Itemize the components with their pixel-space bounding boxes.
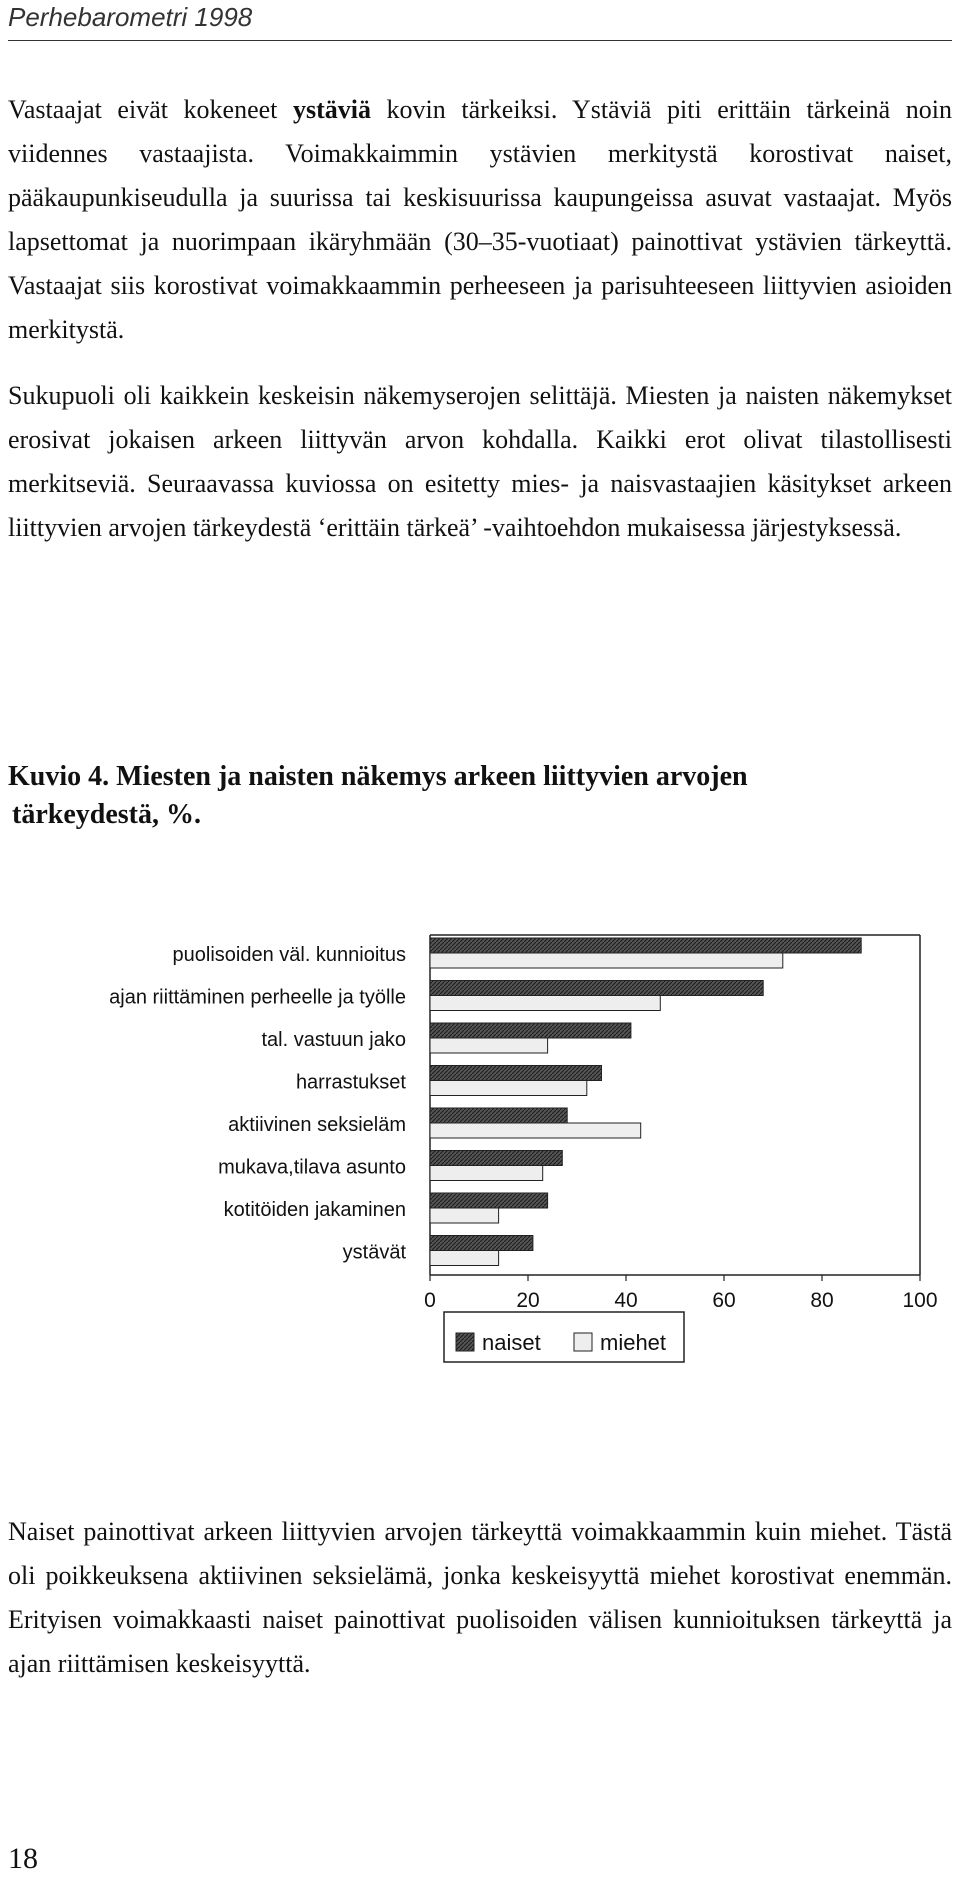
emphasis-ystavia: ystäviä <box>292 95 371 124</box>
bar-miehet <box>430 1208 499 1223</box>
category-label: kotitöiden jakaminen <box>223 1199 406 1221</box>
bar-miehet <box>430 1251 499 1266</box>
category-label: tal. vastuun jako <box>261 1029 406 1051</box>
bar-miehet <box>430 953 783 968</box>
legend-label-naiset: naiset <box>482 1330 541 1355</box>
bar-chart <box>0 910 960 1410</box>
figure-caption-line2: tärkeydestä, %. <box>12 799 201 830</box>
bar-naiset <box>430 1193 548 1208</box>
x-tick-label: 60 <box>712 1289 736 1312</box>
figure-caption <box>8 758 952 834</box>
bar-miehet <box>430 996 660 1011</box>
x-tick-label: 20 <box>516 1289 540 1312</box>
figure-caption-line1: Kuvio 4. Miesten ja naisten näkemys arkeen liittyvien arvojen <box>8 761 748 792</box>
bar-naiset <box>430 1236 533 1251</box>
x-tick-label: 40 <box>614 1289 638 1312</box>
bar-naiset <box>430 1108 567 1123</box>
category-label: puolisoiden väl. kunnioitus <box>172 944 406 966</box>
chart-plot <box>109 935 937 1362</box>
page-number: 18 <box>8 1842 38 1875</box>
x-tick-label: 0 <box>424 1289 436 1312</box>
category-label: harrastukset <box>295 1071 406 1094</box>
bar-naiset <box>430 981 763 996</box>
x-tick-label: 100 <box>902 1289 938 1312</box>
running-title: Perhebarometri 1998 <box>8 2 253 32</box>
bar-naiset <box>430 1066 602 1081</box>
bar-naiset <box>430 1151 562 1166</box>
bar-miehet <box>430 1038 548 1053</box>
running-header <box>8 0 952 41</box>
bar-naiset <box>430 1023 631 1038</box>
bar-naiset <box>430 938 861 953</box>
category-label: mukava,tilava asunto <box>218 1156 406 1179</box>
paragraph-friends-rest: kovin tärkeiksi. Ystäviä piti erittäin tärkeinä noin viidennes vastaajista. Voimakkaimmin ystävien merkitystä korostivat naiset, pääkaupunkiseudulla ja suurissa tai keskisuurissa kaupungeissa asuvat vastaajat. Myös lapsettomat ja nuorimpaan ikäryhmään (30–35-vuotiaat) painottivat ystävien tärkeyttä. Vastaajat siis korostivat voimakkaammin perheeseen ja parisuhteeseen liittyvien asioiden merkitystä. <box>8 95 952 344</box>
legend-swatch-naiset <box>456 1333 474 1351</box>
bar-miehet <box>430 1166 543 1181</box>
bar-miehet <box>430 1081 587 1096</box>
paragraph-friends-start: Vastaajat eivät kokeneet <box>8 95 293 124</box>
bar-miehet <box>430 1123 641 1138</box>
legend-swatch-miehet <box>574 1333 592 1351</box>
paragraph-conclusion: Naiset painottivat arkeen liittyvien arvojen tärkeyttä voimakkaammin kuin miehet. Tästä oli poikkeuksena aktiivinen seksielämä, jonka keskeisyyttä miehet korostivat enemmän. Erityisen voimakkaasti naiset painottivat puolisoiden välisen kunnioituksen tärkeyttä ja ajan riittämisen keskeisyyttä. <box>8 1517 952 1678</box>
category-label: ystävät <box>342 1241 406 1264</box>
category-label: aktiivinen seksieläm <box>228 1114 406 1136</box>
category-label: ajan riittäminen perheelle ja työlle <box>109 986 406 1009</box>
x-tick-label: 80 <box>810 1289 834 1312</box>
paragraph-gender: Sukupuoli oli kaikkein keskeisin näkemyserojen selittäjä. Miesten ja naisten näkemykset erosivat jokaisen arkeen liittyvän arvon kohdalla. Kaikki erot olivat tilastollisesti merkitseviä. Seuraavassa kuviossa on esitetty mies- ja naisvastaajien käsitykset arkeen liittyvien arvojen tärkeydestä ‘erittäin tärkeä’ -vaihtoehdon mukaisessa järjestyksessä. <box>8 381 952 542</box>
legend-label-miehet: miehet <box>600 1330 667 1355</box>
paragraph-friends <box>8 88 952 352</box>
